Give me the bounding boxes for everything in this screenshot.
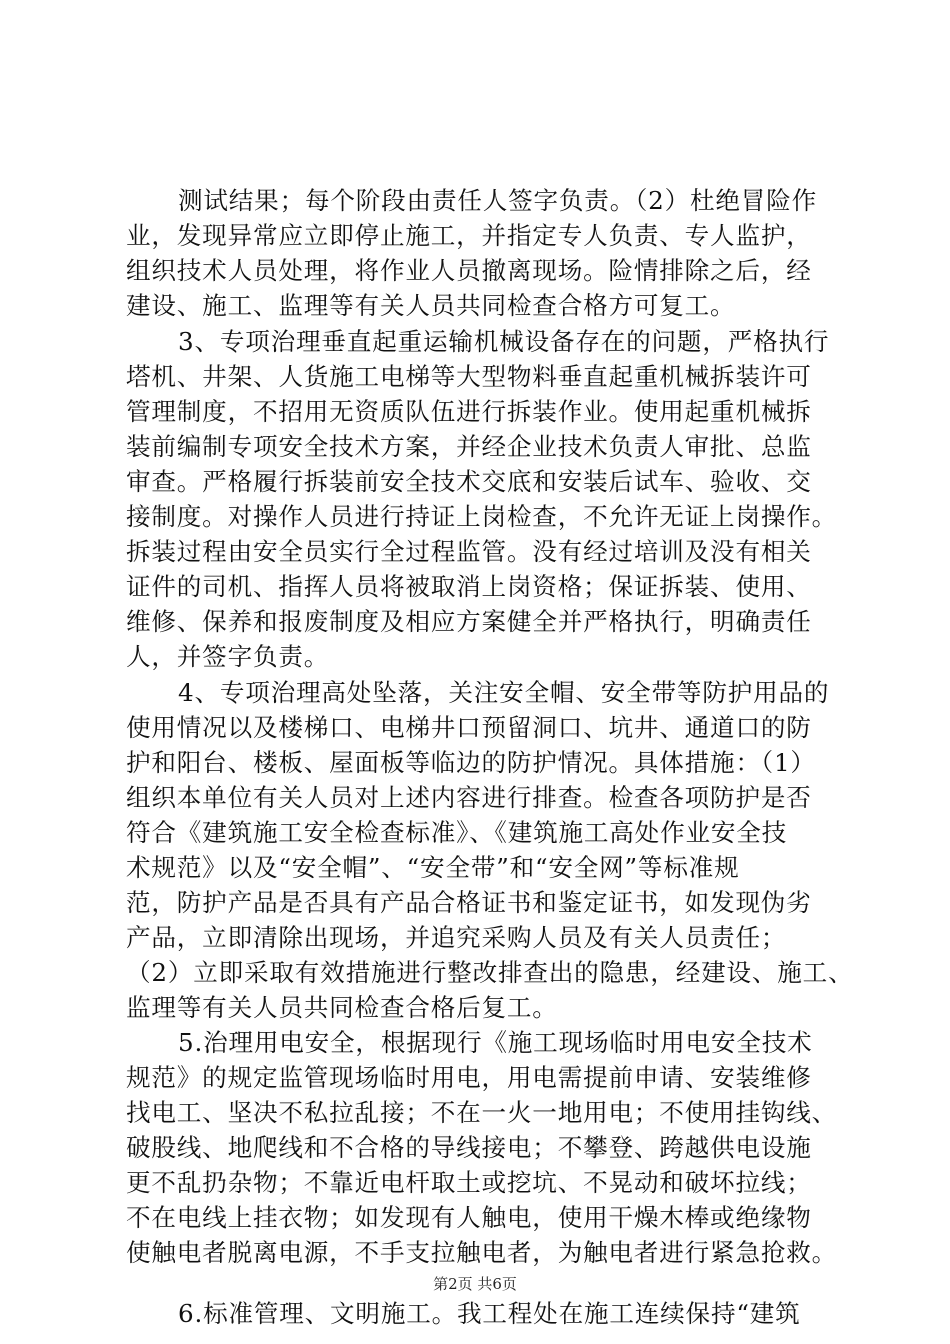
text-line: 范，防护产品是否具有产品合格证书和鉴定证书，如发现伪劣 bbox=[126, 888, 812, 917]
text-line: 3、专项治理垂直起重运输机械设备存在的问题，严格执行 bbox=[178, 327, 830, 356]
text-line: 不在电线上挂衣物；如发现有人触电，使用干燥木棒或绝缘物 bbox=[126, 1203, 812, 1232]
text-line: 组织技术人员处理，将作业人员撤离现场。险情排除之后，经 bbox=[126, 256, 812, 285]
text-line: 测试结果；每个阶段由责任人签字负责。（2）杜绝冒险作 bbox=[178, 186, 817, 215]
text-line: 接制度。对操作人员进行持证上岗检查，不允许无证上岗操作。 bbox=[126, 502, 838, 531]
text-line: 建设、施工、监理等有关人员共同检查合格方可复工。 bbox=[126, 291, 736, 320]
text-line: 证件的司机、指挥人员将被取消上岗资格；保证拆装、使用、 bbox=[126, 572, 812, 601]
text-line: 6.标准管理、文明施工。我工程处在施工连续保持“建筑 bbox=[178, 1299, 801, 1328]
text-line: 规范》的规定监管现场临时用电，用电需提前申请、安装维修 bbox=[126, 1063, 812, 1092]
text-line: 管理制度，不招用无资质队伍进行拆装作业。使用起重机械拆 bbox=[126, 397, 812, 426]
text-line: 破股线、地爬线和不合格的导线接电；不攀登、跨越供电设施 bbox=[126, 1133, 812, 1162]
text-line: 组织本单位有关人员对上述内容进行排查。检查各项防护是否 bbox=[126, 783, 812, 812]
text-line: 业，发现异常应立即停止施工，并指定专人负责、专人监护， bbox=[126, 221, 812, 250]
text-line: 监理等有关人员共同检查合格后复工。 bbox=[126, 993, 558, 1022]
text-line: 5.治理用电安全，根据现行《施工现场临时用电安全技术 bbox=[178, 1028, 813, 1057]
text-line: 护和阳台、楼板、屋面板等临边的防护情况。具体措施：（1） bbox=[126, 748, 816, 777]
text-line: 产品，立即清除出现场，并追究采购人员及有关人员责任； bbox=[126, 923, 787, 952]
text-line: 使触电者脱离电源，不手支拉触电者，为触电者进行紧急抢救。 bbox=[126, 1238, 838, 1267]
text-line: 符合《建筑施工安全检查标准》、《建筑施工高处作业安全技 bbox=[126, 818, 788, 847]
text-line: 找电工、坚决不私拉乱接；不在一火一地用电；不使用挂钩线、 bbox=[126, 1098, 838, 1127]
text-line: 更不乱扔杂物；不靠近电杆取土或挖坑、不晃动和破坏拉线； bbox=[126, 1168, 812, 1197]
text-line: （2）立即采取有效措施进行整改排查出的隐患，经建设、施工、 bbox=[126, 958, 854, 987]
text-line: 审查。严格履行拆装前安全技术交底和安装后试车、验收、交 bbox=[126, 467, 812, 496]
text-line: 拆装过程由安全员实行全过程监管。没有经过培训及没有相关 bbox=[126, 537, 812, 566]
text-line: 使用情况以及楼梯口、电梯井口预留洞口、坑井、通道口的防 bbox=[126, 713, 812, 742]
text-line: 4、专项治理高处坠落，关注安全帽、安全带等防护用品的 bbox=[178, 678, 830, 707]
text-line: 塔机、井架、人货施工电梯等大型物料垂直起重机械拆装许可 bbox=[126, 362, 812, 391]
text-line: 装前编制专项安全技术方案，并经企业技术负责人审批、总监 bbox=[126, 432, 812, 461]
text-line: 维修、保养和报废制度及相应方案健全并严格执行，明确责任 bbox=[126, 607, 812, 636]
page-number-footer: 第2页 共6页 bbox=[433, 1275, 517, 1293]
text-line: 术规范》以及“安全帽”、“安全带”和“安全网”等标准规 bbox=[126, 853, 740, 882]
text-line: 人，并签字负责。 bbox=[126, 642, 330, 671]
